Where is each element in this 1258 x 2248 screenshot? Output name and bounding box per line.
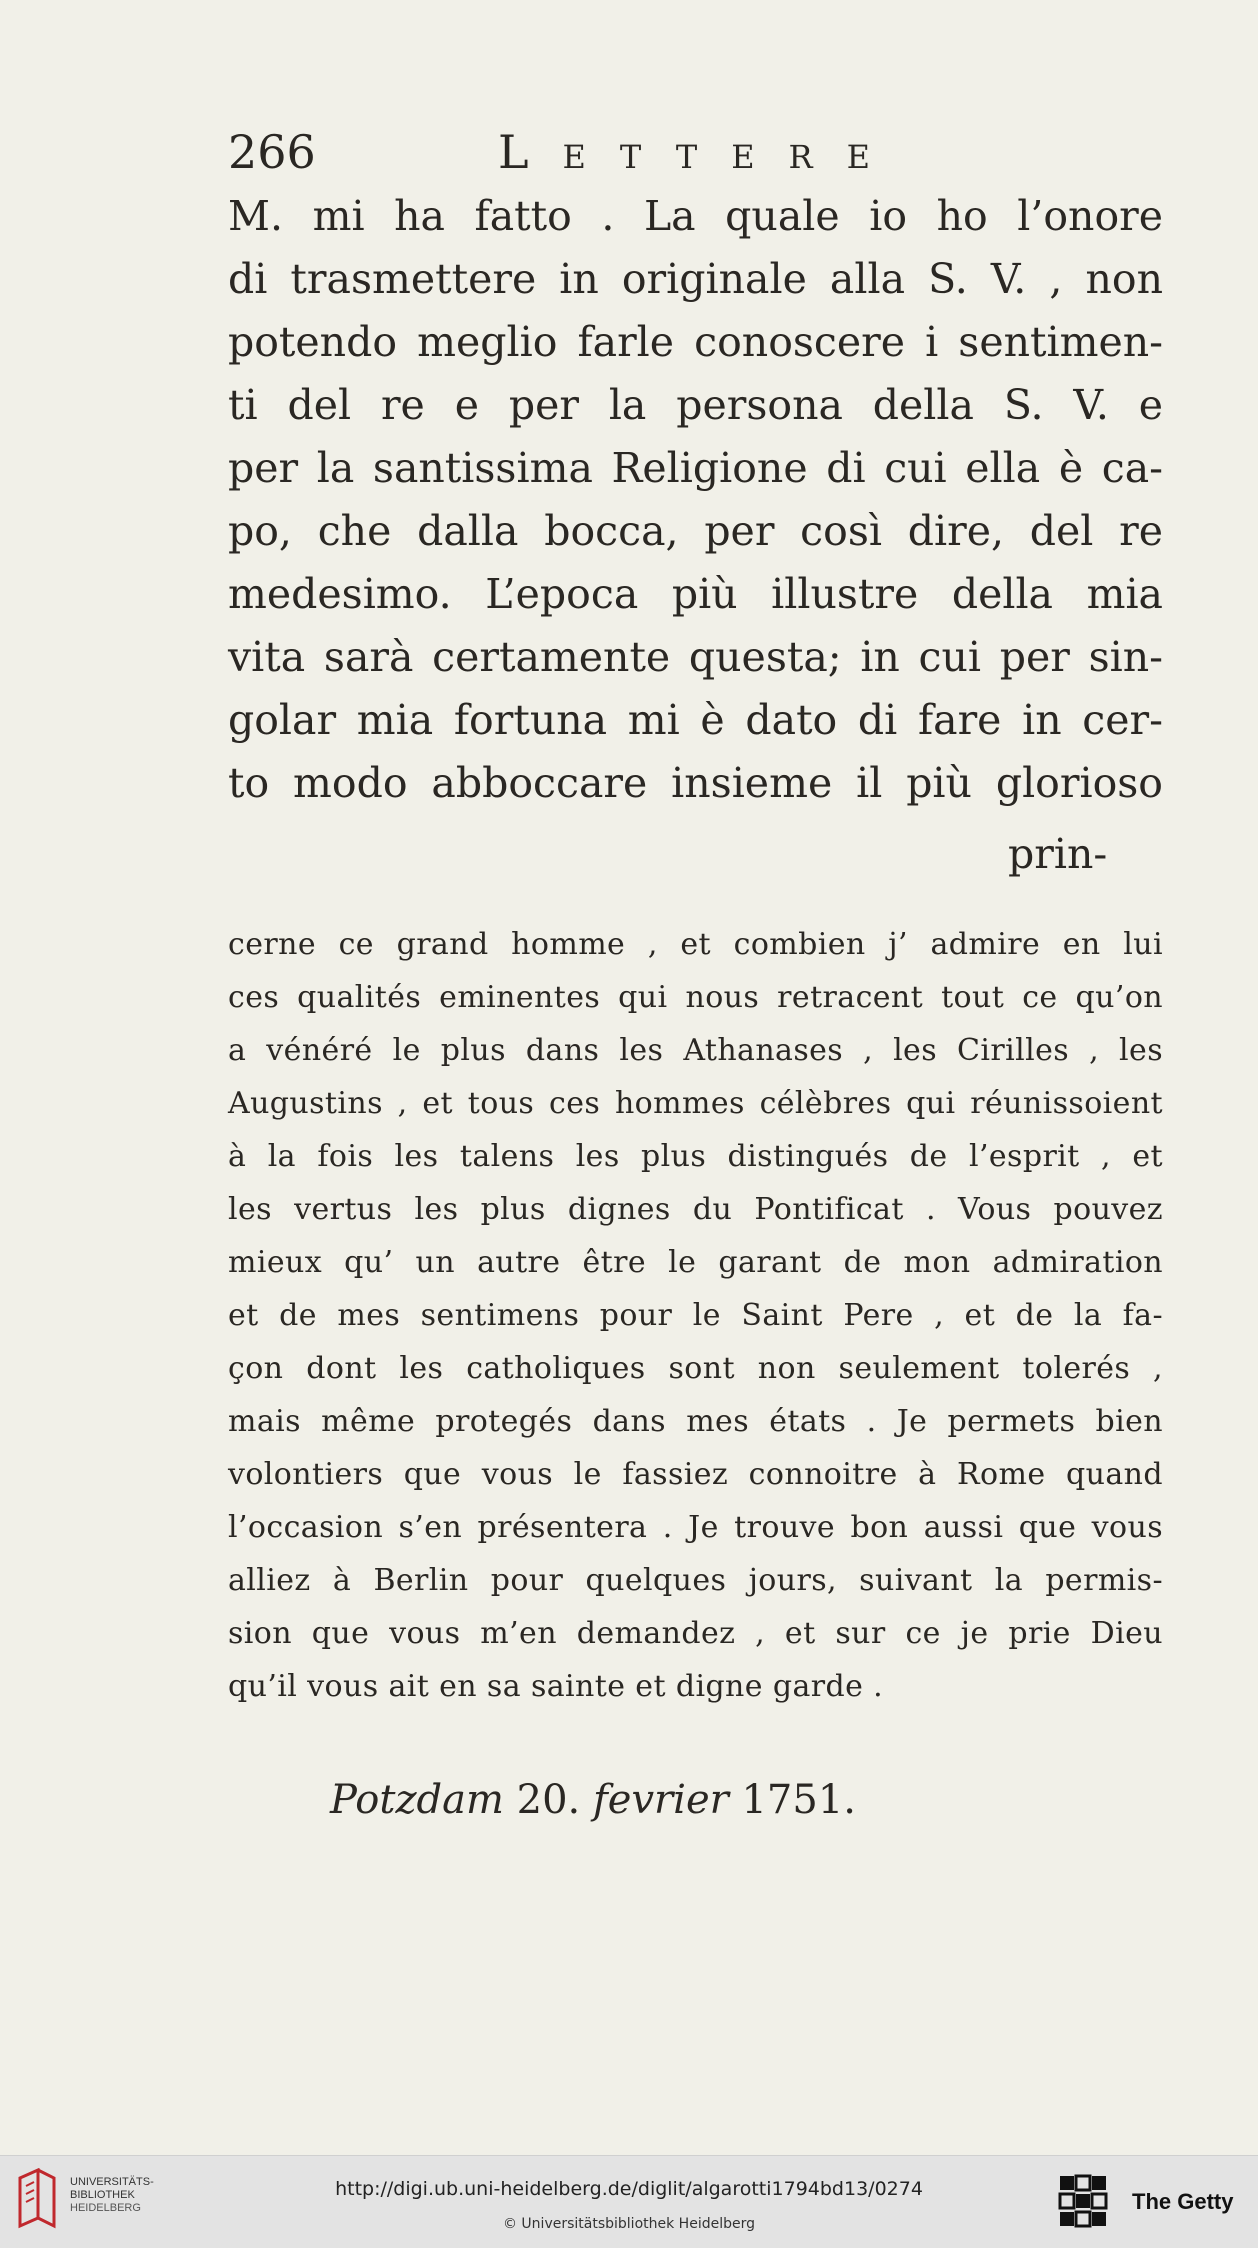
partner-name[interactable]: The Getty bbox=[1132, 2189, 1234, 2214]
text-line: qu’il vous ait en sa sainte et digne garde . bbox=[228, 1669, 884, 1704]
dateline-day: 20. bbox=[516, 1777, 581, 1823]
page-number: 266 bbox=[228, 125, 316, 179]
text-line: à la fois les talens les plus distingués de l’esprit , et bbox=[228, 1139, 1163, 1174]
text-line: mais même protegés dans mes états . Je permets bien bbox=[228, 1404, 1163, 1439]
text-line: l’occasion s’en présentera . Je trouve bon aussi que vous bbox=[228, 1510, 1163, 1545]
dateline bbox=[330, 1770, 856, 1830]
text-line: les vertus les plus dignes du Pontificat . Vous pouvez bbox=[228, 1192, 1163, 1227]
copyright-notice: © Universitätsbibliothek Heidelberg bbox=[502, 2216, 755, 2232]
text-line: po, che dalla bocca, per così dire, del re bbox=[228, 507, 1163, 555]
catchword: prin- bbox=[1008, 830, 1108, 878]
text-line: ces qualités eminentes qui nous retracent tout ce qu’on bbox=[228, 980, 1163, 1015]
dateline-year: 1751. bbox=[741, 1777, 856, 1823]
french-text-block bbox=[228, 918, 1163, 1713]
text-line: potendo meglio farle conoscere i sentimen- bbox=[228, 318, 1163, 366]
text-line: medesimo. L’epoca più illustre della mia bbox=[228, 570, 1163, 618]
text-line: ti del re e per la persona della S. V. e bbox=[228, 381, 1163, 429]
footer-bar bbox=[0, 2155, 1258, 2248]
text-line: to modo abboccare insieme il più glorioso bbox=[228, 759, 1163, 807]
text-line: cerne ce grand homme , et combien j’ admire en lui bbox=[228, 927, 1163, 962]
text-line: Augustins , et tous ces hommes célèbres qui réunissoient bbox=[228, 1086, 1163, 1121]
text-line: per la santissima Religione di cui ella è ca- bbox=[228, 444, 1163, 492]
permalink-url[interactable]: http://digi.ub.uni-heidelberg.de/diglit/algarotti1794bd13/0274 bbox=[335, 2178, 923, 2200]
dateline-month: fevrier bbox=[592, 1777, 729, 1823]
getty-logo-icon[interactable] bbox=[1058, 2174, 1110, 2234]
text-line: çon dont les catholiques sont non seulement tolerés , bbox=[228, 1351, 1163, 1386]
text-line: a vénéré le plus dans les Athanases , les Cirilles , les bbox=[228, 1033, 1163, 1068]
institution-name: UNIVERSITÄTS- BIBLIOTHEK HEIDELBERG bbox=[70, 2176, 154, 2214]
text-line: et de mes sentimens pour le Saint Pere , et de la fa- bbox=[228, 1298, 1163, 1333]
running-title: Lettere bbox=[498, 125, 904, 179]
text-line: alliez à Berlin pour quelques jours, suivant la permis- bbox=[228, 1563, 1163, 1598]
text-line: volontiers que vous le fassiez connoitre à Rome quand bbox=[228, 1457, 1163, 1492]
text-line: mieux qu’ un autre être le garant de mon admiration bbox=[228, 1245, 1163, 1280]
page-header bbox=[228, 122, 928, 182]
text-line: di trasmettere in originale alla S. V. , non bbox=[228, 255, 1163, 303]
dateline-place: Potzdam bbox=[330, 1777, 504, 1823]
italian-text-block bbox=[228, 185, 1163, 815]
text-line: vita sarà certamente questa; in cui per sin- bbox=[228, 633, 1163, 681]
text-line: sion que vous m’en demandez , et sur ce je prie Dieu bbox=[228, 1616, 1163, 1651]
text-line: M. mi ha fatto . La quale io ho l’onore bbox=[228, 192, 1163, 240]
text-line: golar mia fortuna mi è dato di fare in cer- bbox=[228, 696, 1163, 744]
